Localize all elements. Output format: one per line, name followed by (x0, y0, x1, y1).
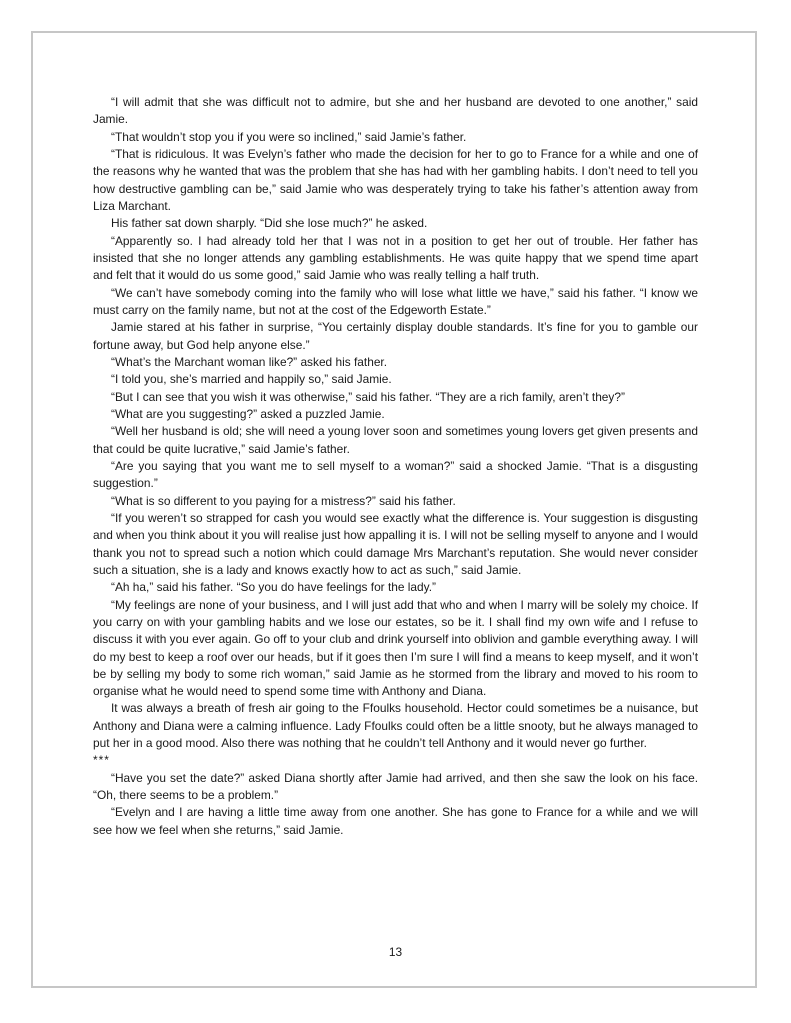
paragraph: “Apparently so. I had already told her that I was not in a position to get her out of trouble. Her father has insisted that she no longer attends any gambling establishments. He was quite happy that we spend time apart and felt that it would do us some good,” said Jamie who was really telling a half truth. (93, 233, 698, 283)
paragraph: “Are you saying that you want me to sell myself to a woman?” said a shocked Jamie. “That is a disgusting suggestion.” (93, 458, 698, 491)
paragraph: “But I can see that you wish it was otherwise,” said his father. “They are a rich family, aren’t they?” (111, 389, 625, 404)
paragraph: “What’s the Marchant woman like?” asked his father. (111, 354, 388, 369)
paragraph: “Have you set the date?” asked Diana shortly after Jamie had arrived, and then she saw the look on his face. “Oh, there seems to be a problem.” (93, 770, 698, 803)
paragraph: “That is ridiculous. It was Evelyn’s father who made the decision for her to go to France for a while and one of the reasons why he wanted that was the problem that she has had with her gambling habits. I don’t need to tell you how destructive gambling can be,” said Jamie who was desperately trying to take his father’s attention away from Liza Marchant. (93, 146, 698, 213)
paragraph: “Ah ha,” said his father. “So you do have feelings for the lady.” (111, 580, 436, 595)
paragraph: “I told you, she’s married and happily so,” said Jamie. (111, 372, 392, 387)
page-number: 13 (388, 945, 403, 959)
paragraph: Jamie stared at his father in surprise, “You certainly display double standards. It’s fine for you to gamble our fortune away, but God help anyone else.” (93, 320, 698, 352)
paragraph: “My feelings are none of your business, and I will just add that who and when I marry will be solely my choice. If you carry on with your gambling habits and we lose our estates, so be it. I shall find my own wife and I refuse to discuss it with you ever again. Go off to your club and drink yourself into oblivion and gamble everything away. I will do my best to keep a roof over our heads, but if it goes then I’m sure I will find a means to keep myself, and it won’t be by selling my body to some rich woman,” said Jamie as he stormed from the library and moved to his room to organise what he would need to spend some time with Anthony and Diana. (93, 597, 698, 699)
paragraph: “What are you suggesting?” asked a puzzled Jamie. (111, 406, 385, 421)
paragraph: “What is so different to you paying for a mistress?” said his father. (111, 493, 456, 508)
paragraph: “We can’t have somebody coming into the family who will lose what little we have,” said his father. “I know we must carry on the family name, but not at the cost of the Edgeworth Estate.” (93, 285, 698, 317)
body-text (93, 94, 698, 839)
paragraph: His father sat down sharply. “Did she lose much?” he asked. (111, 216, 428, 231)
paragraph: “I will admit that she was difficult not to admire, but she and her husband are devoted to one another,” said Jamie. (93, 95, 698, 127)
scene-separator: *** (93, 753, 110, 768)
paragraph: “Well her husband is old; she will need a young lover soon and sometimes young lovers get given presents and that could be quite lucrative,” said Jamie’s father. (93, 424, 698, 456)
paragraph: “That wouldn’t stop you if you were so inclined,” said Jamie’s father. (111, 129, 467, 144)
paragraph: “If you weren’t so strapped for cash you would see exactly what the difference is. Your suggestion is disgusting and when you think about it you will realise just how appalling it is. I will not be selling myself to anyone and I would thank you not to spread such a notion which could damage Mrs Marchant’s reputation. She would never consider such a situation, she is a lady and knows exactly how to act as such,” said Jamie. (93, 510, 698, 577)
paragraph: It was always a breath of fresh air going to the Ffoulks household. Hector could sometimes be a nuisance, but Anthony and Diana were a calming influence. Lady Ffoulks could often be a little snooty, but he always managed to put her in a good mood. Also there was nothing that he couldn’t tell Anthony and it would never go further. (93, 701, 698, 751)
paragraph: “Evelyn and I are having a little time away from one another. She has gone to France for a while and we will see how we feel when she returns,” said Jamie. (93, 805, 698, 837)
